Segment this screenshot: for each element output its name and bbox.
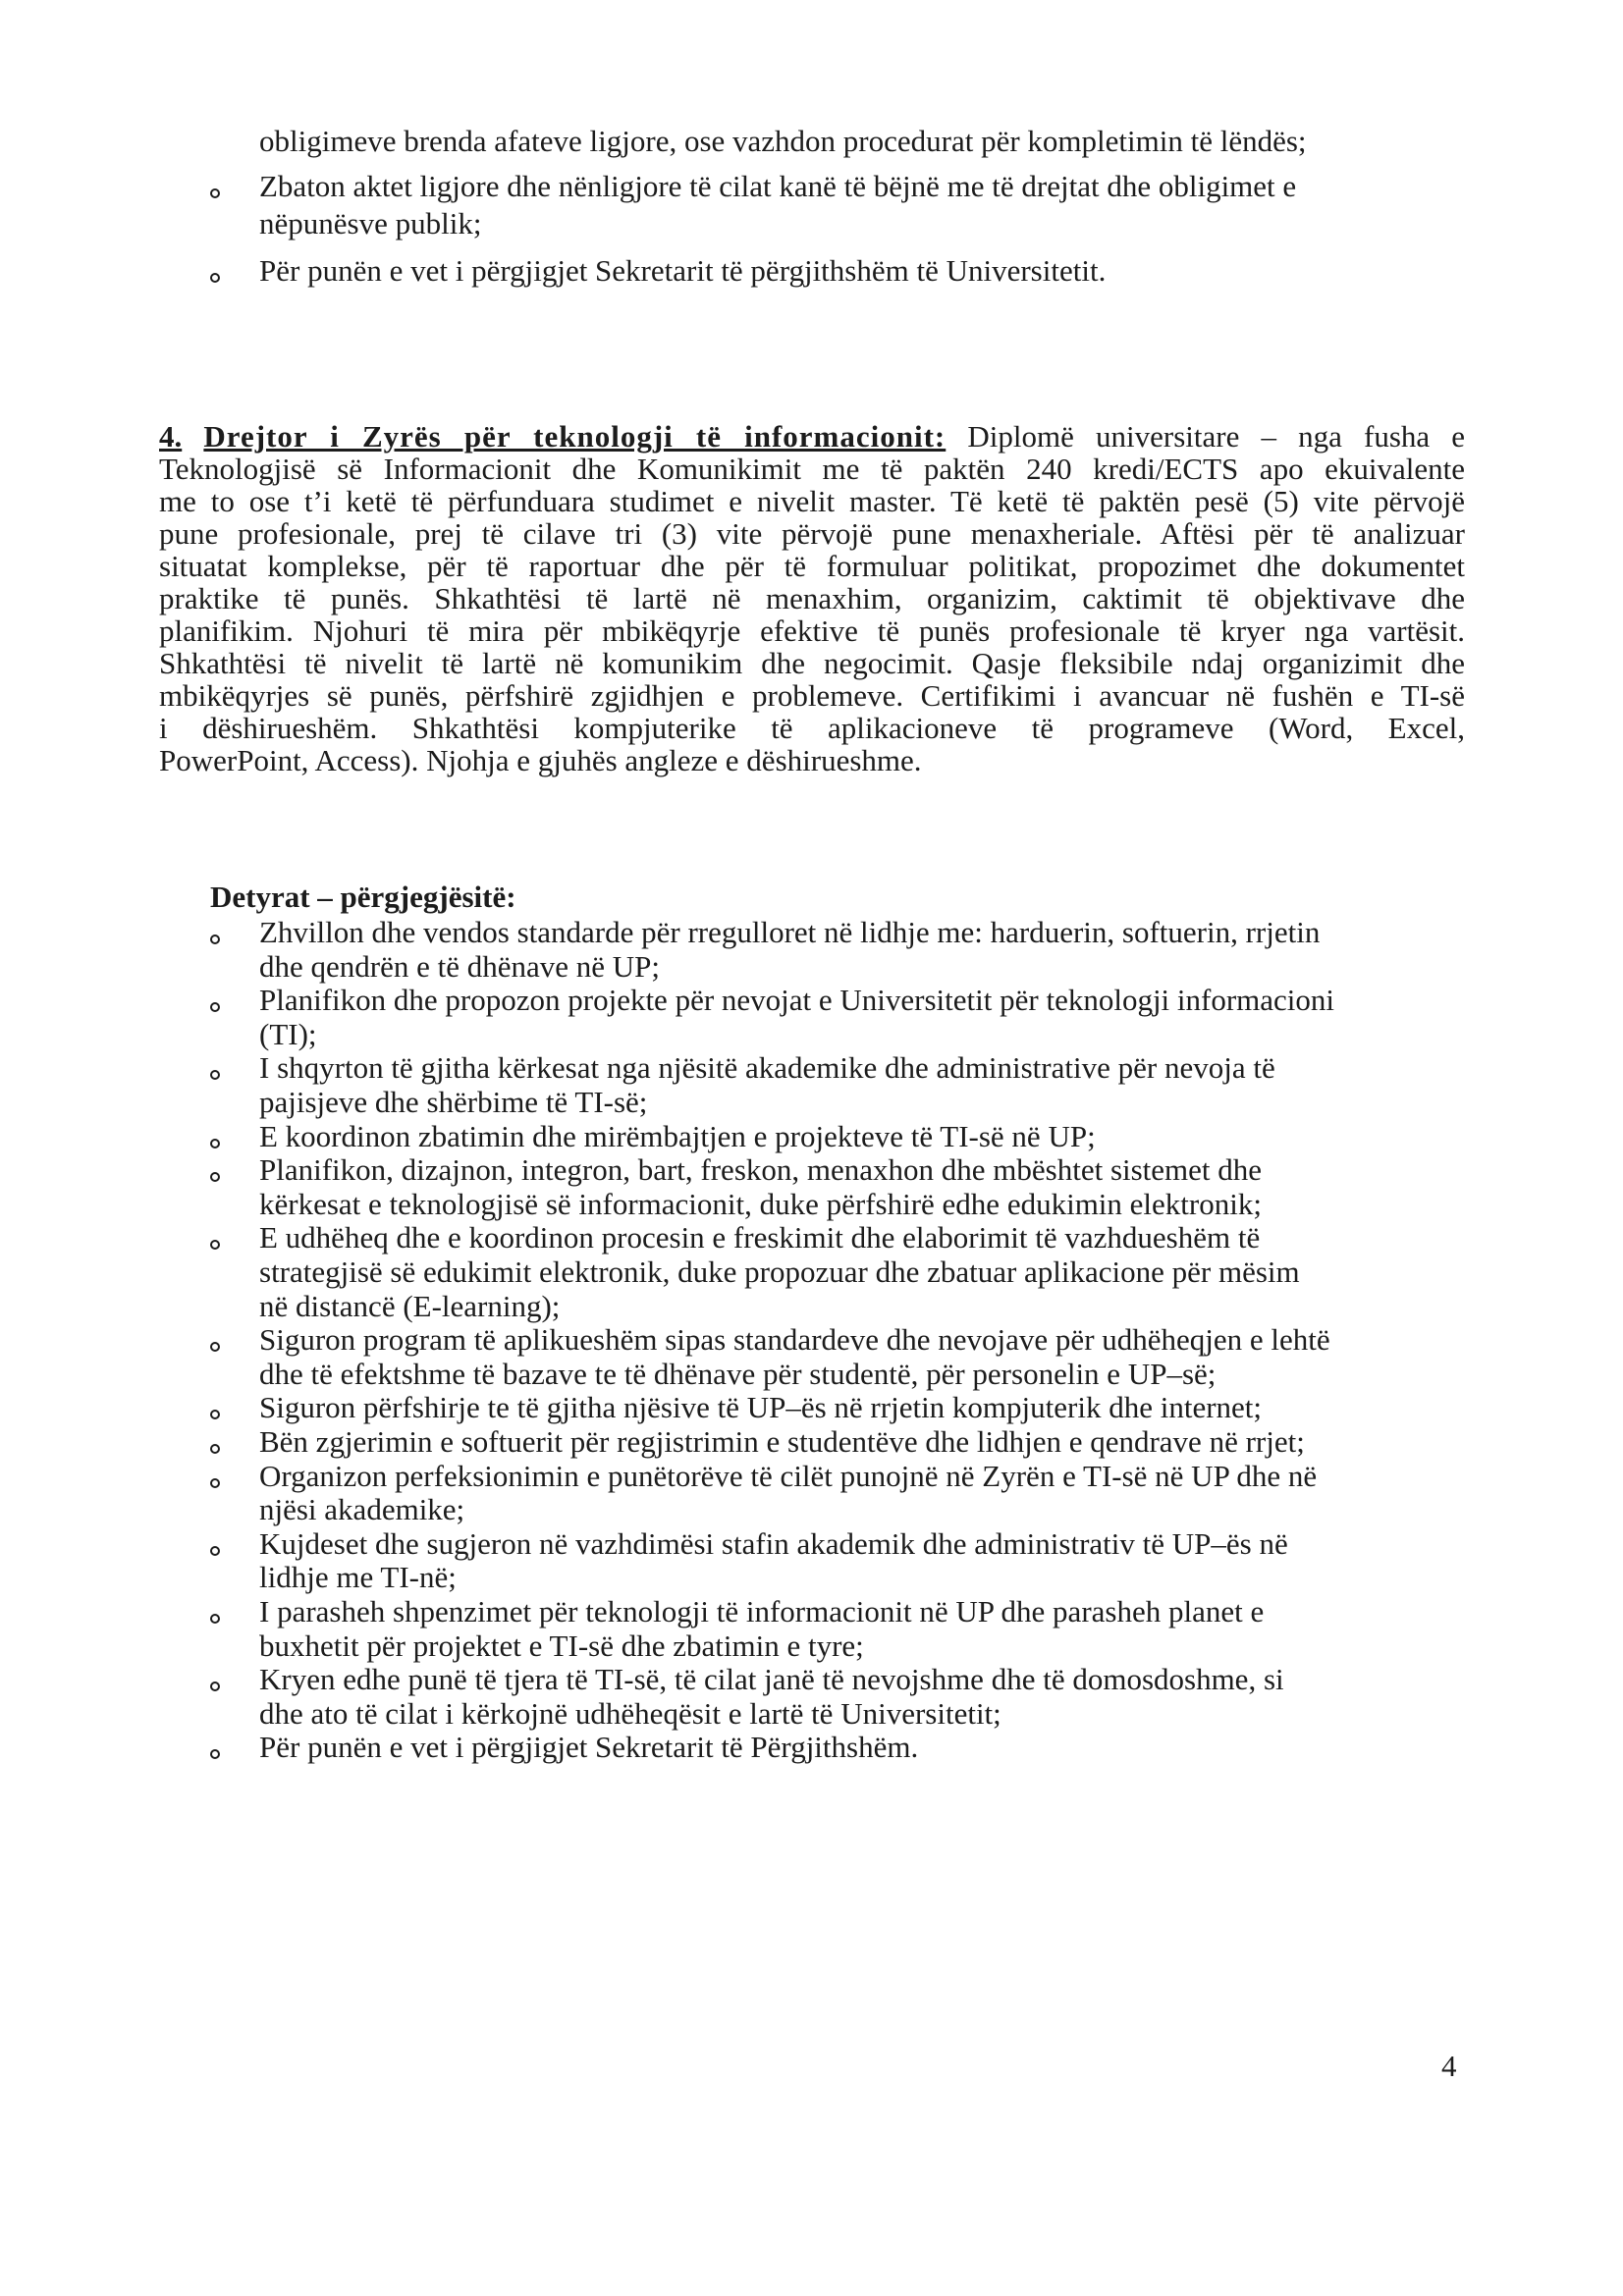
paragraph-line: PowerPoint, Access). Njohja e gjuhës angleze e dëshirueshme. <box>159 743 922 777</box>
paragraph-line: Teknologjisë së Informacionit dhe Komunikimit me të paktën 240 kredi/ECTS apo ekuivalente <box>159 452 1465 486</box>
duty-item-line: Kujdeset dhe sugjeron në vazhdimësi stafin akademik dhe administrativ të UP–ës në <box>259 1525 1288 1561</box>
duty-item-line: dhe të efektshme të bazave te të dhënave për studentë, për personelin e UP–së; <box>259 1356 1217 1391</box>
bullet-marker <box>210 1172 220 1182</box>
position-description <box>159 420 1465 776</box>
duty-item-line: I parasheh shpenzimet për teknologji të informacionit në UP dhe parasheh planet e <box>259 1594 1265 1629</box>
paragraph-line: situatat komplekse, për të raportuar dhe për të formuluar politikat, propozimet dhe dokumentet <box>159 549 1465 583</box>
bullet-marker <box>210 1002 220 1012</box>
duty-item-line: pajisjeve dhe shërbime të TI-së; <box>259 1085 648 1119</box>
duty-item-line: Për punën e vet i përgjigjet Sekretarit të Përgjithshëm. <box>259 1730 919 1765</box>
duty-item-line: Zhvillon dhe vendos standarde për rregulloret në lidhje me: harduerin, softuerin, rrjetin <box>259 915 1321 949</box>
duty-item-line: buxhetit për projektet e TI-së dhe zbatimin e tyre; <box>259 1628 864 1663</box>
position-title: Drejtor i Zyrës për teknologji të informacionit: <box>203 419 947 454</box>
paragraph-line: i dëshirueshëm. Shkathtësi kompjuterike të aplikacioneve të programeve (Word, Excel, <box>159 711 1465 745</box>
bullet-marker <box>210 934 220 944</box>
bullet-marker <box>210 1139 220 1148</box>
duty-item-line: dhe ato të cilat i kërkojnë udhëheqësit e lartë të Universitetit; <box>259 1695 1001 1731</box>
continuation-line: obligimeve brenda afateve ligjore, ose vazhdon procedurat për kompletimin të lëndës; <box>259 124 1307 158</box>
bullet-marker <box>210 273 220 283</box>
duty-item-line: Organizon perfeksionimin e punëtorëve të cilët punojnë në Zyrën e TI-së në UP dhe në <box>259 1458 1318 1493</box>
duty-item-line: strategjisë së edukimit elektronik, duke propozuar dhe zbatuar aplikacione për mësim <box>259 1255 1300 1289</box>
bullet-marker <box>210 188 220 198</box>
bullet-marker <box>210 1240 220 1250</box>
bullet-marker <box>210 1749 220 1759</box>
duty-item-line: dhe qendrën e të dhënave në UP; <box>259 948 661 984</box>
bullet-marker <box>210 1410 220 1419</box>
paragraph-text: Diplomë universitare – nga fusha e <box>967 419 1466 454</box>
paragraph-line: Shkathtësi të nivelit të lartë në komunikim dhe negocimit. Qasje fleksibile ndaj organizimit dhe <box>159 646 1465 680</box>
list-item-line: nëpunësve publik; <box>259 206 482 240</box>
duty-item-line: Siguron përfshirje te të gjitha njësive të UP–ës në rrjetin kompjuterik dhe internet; <box>259 1390 1263 1425</box>
duty-item-line: (TI); <box>259 1016 317 1051</box>
bullet-marker <box>210 1070 220 1080</box>
bullet-marker <box>210 1342 220 1352</box>
bullet-marker <box>210 1546 220 1556</box>
bullet-marker <box>210 1682 220 1691</box>
duty-item-line: lidhje me TI-në; <box>259 1560 457 1595</box>
paragraph-line: pune profesionale, prej të cilave tri (3) vite përvojë pune menaxheriale. Aftësi për të analizuar <box>159 516 1465 551</box>
bullet-marker <box>210 1478 220 1488</box>
paragraph-line: planifikim. Njohuri të mira për mbikëqyrje efektive të punës profesionale të kryer nga vartësit. <box>159 614 1465 648</box>
duty-item-line: Planifikon, dizajnon, integron, bart, freskon, menaxhon dhe mbështet sistemet dhe <box>259 1152 1263 1188</box>
list-item-line: Zbaton aktet ligjore dhe nënligjore të cilat kanë të bëjnë me të drejtat dhe obligimet e <box>259 169 1297 203</box>
duty-item-line: kërkesat e teknologjisë së informacionit, duke përfshirë edhe edukimin elektronik; <box>259 1186 1262 1221</box>
duty-item-line: Planifikon dhe propozon projekte për nevojat e Universitetit për teknologji informacioni <box>259 983 1335 1018</box>
duty-item-line: Kryen edhe punë të tjera të TI-së, të cilat janë të nevojshme dhe të domosdoshme, si <box>259 1662 1284 1697</box>
duty-item-line: E koordinon zbatimin dhe mirëmbajtjen e projekteve të TI-së në UP; <box>259 1118 1096 1153</box>
paragraph-first-line <box>159 420 1465 453</box>
duty-item-line: I shqyrton të gjitha kërkesat nga njësitë akademike dhe administrative për nevoja të <box>259 1050 1275 1086</box>
duty-item-line: njësi akademike; <box>259 1492 465 1527</box>
duty-item-line: Bën zgjerimin e softuerit për regjistrimin e studentëve dhe lidhjen e qendrave në rrjet; <box>259 1424 1305 1459</box>
section-number: 4. <box>159 419 183 454</box>
duties-heading: Detyrat – përgjegjësitë: <box>210 880 516 914</box>
duty-item-line: E udhëheq dhe e koordinon procesin e freskimit dhe elaborimit të vazhdueshëm të <box>259 1220 1261 1255</box>
list-item-line: Për punën e vet i përgjigjet Sekretarit të përgjithshëm të Universitetit. <box>259 253 1107 288</box>
paragraph-line: mbikëqyrjes së punës, përfshirë zgjidhjen e problemeve. Certifikimi i avancuar në fushën e TI-së <box>159 678 1465 713</box>
page-number: 4 <box>1441 2049 1457 2083</box>
paragraph-line: me to ose t’i ketë të përfunduara studimet e nivelit master. Të ketë të paktën pesë (5) vite përvojë <box>159 484 1465 518</box>
bullet-marker <box>210 1444 220 1454</box>
duty-item-line: Siguron program të aplikueshëm sipas standardeve dhe nevojave për udhëheqjen e lehtë <box>259 1322 1330 1358</box>
duty-item-line: në distancë (E-learning); <box>259 1288 561 1323</box>
bullet-marker <box>210 1614 220 1624</box>
paragraph-line: praktike të punës. Shkathtësi të lartë në menaxhim, organizim, caktimit të objektivave dhe <box>159 581 1465 615</box>
